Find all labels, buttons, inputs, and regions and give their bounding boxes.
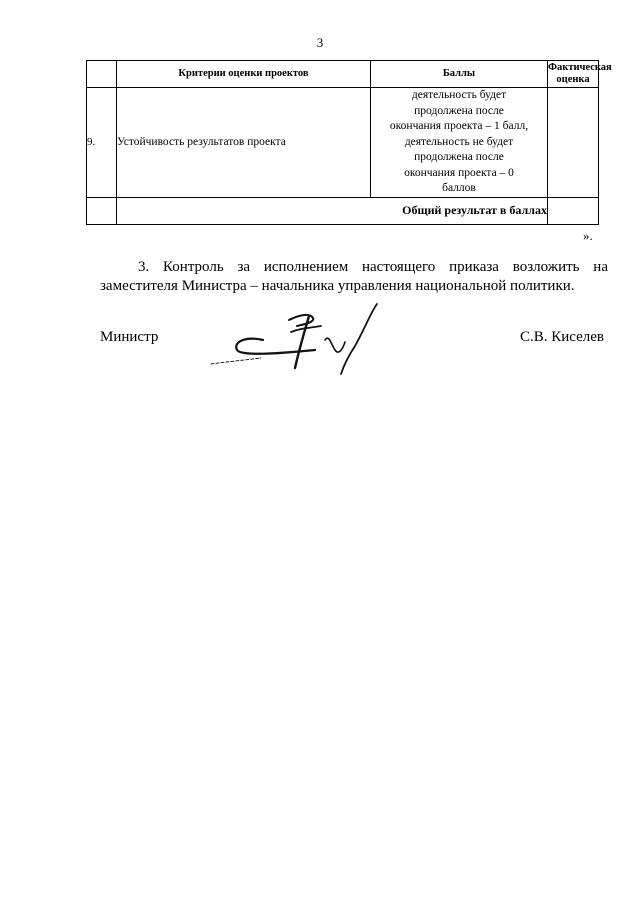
signatory-name: С.В. Киселев: [520, 329, 605, 345]
header-number: [87, 61, 117, 88]
score-line: продолжена после: [414, 104, 504, 117]
order-paragraph: 3. Контроль за исполнением настоящего приказа возложить на заместителя Министра – начальника управления национальной политики.: [100, 259, 608, 294]
score-line: окончания проекта – 1 балл,: [389, 120, 529, 132]
handwritten-signature: [205, 298, 395, 380]
score-line: продолжена после: [414, 151, 504, 163]
score-line: деятельность будет: [411, 89, 507, 101]
signatory-role: Министр: [100, 329, 159, 345]
score-line: деятельность не будет: [404, 135, 514, 148]
score-line: окончания проекта – 0: [404, 166, 514, 179]
header-criteria: Критерии оценки проектов: [117, 61, 371, 88]
row-criterion: Устойчивость результатов проекта: [117, 88, 371, 198]
score-line: баллов: [442, 182, 476, 194]
table-row: [87, 88, 599, 198]
total-empty-cell: [87, 197, 117, 224]
closing-quote: ».: [583, 228, 593, 243]
total-actual: [548, 197, 599, 224]
row-score: [371, 88, 548, 198]
table-header-row: [87, 61, 599, 88]
criteria-table: [86, 60, 612, 225]
header-score: Баллы: [371, 61, 548, 88]
row-number: 9.: [87, 88, 117, 198]
page-number: 3: [316, 35, 324, 50]
table-total-row: [87, 197, 599, 224]
row-actual: [548, 88, 599, 198]
total-label: Общий результат в баллах: [117, 197, 548, 224]
header-actual: Фактическая оценка: [548, 61, 599, 88]
